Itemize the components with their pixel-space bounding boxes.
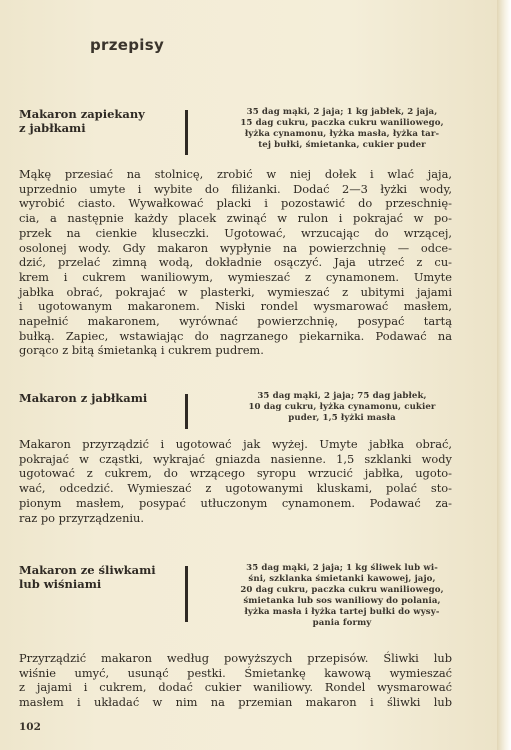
ingredients-line: puder, 1,5 łyżki masła [288,413,396,423]
recipe-3-instructions [19,651,452,710]
recipe-1-title-line: z jabłkami [19,121,86,135]
instruction-line: masłem i układać w nim na przemian makaron i śliwki lub [19,695,452,710]
instruction-line: pokrajać w cząstki, wykrajać gniazda nasienne. 1,5 szklanki wody [19,451,452,466]
instruction-line: krem i cukrem waniliowym, wymieszać z cynamonem. Umyte [19,269,452,284]
recipe-1-divider [185,110,188,155]
recipe-3-title-line: lub wiśniami [19,577,102,591]
page-number: 102 [19,721,41,733]
instruction-line: Przyrządzić makaron według powyższych przepisów. Śliwki lub [19,651,452,665]
instruction-line: cia, a następnie każdy placek zwinąć w rulon i pokrajać w po- [19,211,452,226]
instruction-line: i ugotowanym makaronem. Niski rondel wysmarować masłem, [19,299,452,314]
ingredients-line: pania formy [312,618,372,628]
instruction-line: osolonej wody. Gdy makaron wypłynie na powierzchnię — odce- [19,240,452,255]
ingredients-line: 20 dag cukru, paczka cukru waniliowego, [240,585,444,595]
recipe-1-title [19,107,179,135]
ingredients-line: 35 dag mąki, 2 jaja; 75 dag jabłek, [257,391,427,401]
recipe-3-title-line: Makaron ze śliwkami [19,563,156,577]
instruction-line: ugotować z cukrem, do wrzącego syropu wrzucić jabłka, ugoto- [19,466,452,481]
ingredients-line: 15 dag cukru, paczka cukru waniliowego, [240,118,444,128]
recipe-2-title-line: Makaron z jabłkami [19,391,148,405]
ingredients-line: śni, szklanka śmietanki kawowej, jajo, [248,574,436,584]
recipe-1-title-line: Makaron zapiekany [19,107,145,121]
recipe-2-instructions [19,437,452,525]
ingredients-line: łyżka masła i łyżka tartej bułki do wysy- [244,607,440,617]
instruction-line: jabłka obrać, pokrajać w plasterki, wymieszać z ubitymi jajami [19,284,452,299]
instruction-line: wać, odcedzić. Wymieszać z ugotowanymi kluskami, polać sto- [19,481,452,496]
recipe-1-instructions [19,167,452,358]
instruction-line: bułką. Zapiec, wstawiając do nagrzanego piekarnika. Podawać na [19,328,452,343]
instruction-line: raz po przyrządzeniu. [19,510,145,525]
recipe-3-ingredients [213,563,471,629]
ingredients-line: łyżka cynamonu, łyżka masła, łyżka tar- [244,129,440,139]
instruction-line: gorąco z bitą śmietanką i cukrem pudrem. [19,343,264,358]
recipe-2-ingredients [213,391,471,424]
ingredients-line: śmietanka lub sos waniliowy do polania, [243,596,441,606]
recipe-2-divider [185,394,188,429]
page-edge [497,0,511,750]
instruction-line: uprzednio umyte i wybite do filiżanki. Dodać 2—3 łyżki wody, [19,181,452,196]
instruction-line: wiśnie umyć, usunąć pestki. Śmietankę kawową wymieszać [19,665,452,680]
recipe-3-title [19,563,179,591]
ingredients-line: 35 dag mąki, 2 jaja; 1 kg jabłek, 2 jaja, [246,107,438,117]
recipe-1-ingredients [213,107,471,151]
section-header: przepisy [90,36,165,54]
instruction-line: napełnić makaronem, wyrównać powierzchnię, posypać tartą [19,314,452,329]
ingredients-line: tej bułki, śmietanka, cukier puder [258,140,426,150]
instruction-line: Makaron przyrządzić i ugotować jak wyżej. Umyte jabłka obrać, [19,437,452,451]
instruction-line: wyrobić ciasto. Wywałkować placki i pozostawić do przeschnię- [19,196,452,211]
ingredients-line: 35 dag mąki, 2 jaja; 1 kg śliwek lub wi- [246,563,438,573]
instruction-line: przek na cienkie kluseczki. Ugotować, wrzucając do wrzącej, [19,225,452,240]
instruction-line: Mąkę przesiać na stolnicę, zrobić w niej dołek i wlać jaja, [19,167,452,181]
recipe-2-title [19,391,179,405]
ingredients-line: 10 dag cukru, łyżka cynamonu, cukier [248,402,436,412]
recipe-3-divider [185,566,188,622]
instruction-line: pionym masłem, posypać utłuczonym cynamonem. Podawać za- [19,495,452,510]
instruction-line: z jajami i cukrem, dodać cukier waniliowy. Rondel wysmarować [19,680,452,695]
instruction-line: dzić, przelać zimną wodą, dokładnie osączyć. Jaja utrzeć z cu- [19,255,452,270]
